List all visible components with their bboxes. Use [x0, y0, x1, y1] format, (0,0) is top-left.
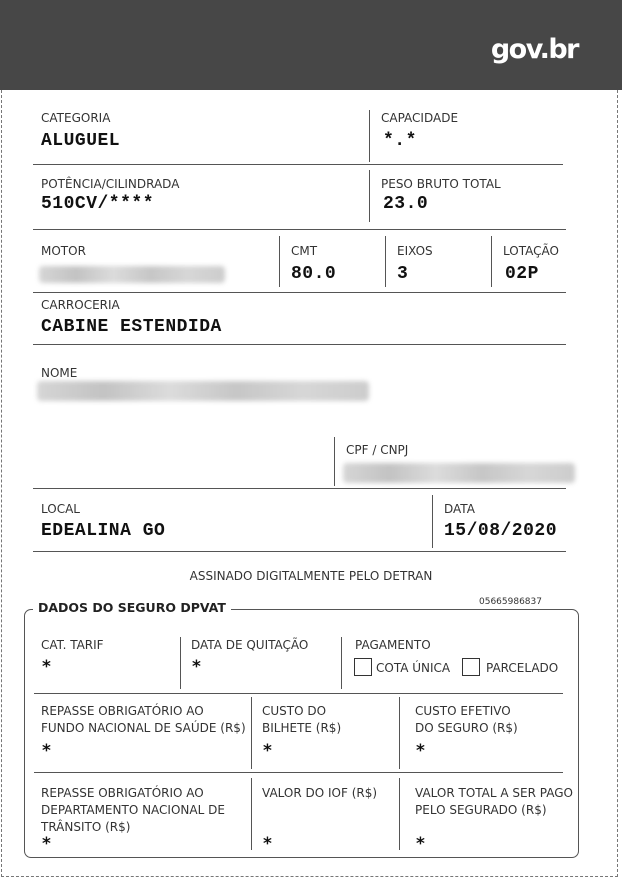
cpf-label: CPF / CNPJ: [346, 443, 409, 457]
cut-line-right: [617, 90, 618, 877]
divider: [279, 236, 280, 287]
divider: [251, 778, 252, 850]
cota-unica-label: COTA ÚNICA: [376, 661, 451, 675]
data-label: DATA: [444, 502, 475, 516]
row-divider: [34, 772, 563, 773]
repasse-fns-value: *: [42, 741, 51, 761]
cut-line-bottom: [1, 876, 618, 877]
divider: [491, 236, 492, 287]
row-divider: [33, 551, 566, 552]
repasse-dnt-label-1: REPASSE OBRIGATÓRIO AO: [41, 786, 204, 800]
divider: [251, 697, 252, 769]
divider: [369, 170, 370, 222]
nome-label: NOME: [41, 366, 78, 380]
carroceria-label: CARROCERIA: [41, 298, 120, 312]
divider: [399, 697, 400, 769]
divider: [399, 778, 400, 850]
divider: [432, 495, 433, 548]
repasse-fns-label-1: REPASSE OBRIGATÓRIO AO: [41, 704, 204, 718]
custo-efetivo-label-1: CUSTO EFETIVO: [415, 704, 511, 718]
valor-iof-label: VALOR DO IOF (R$): [262, 786, 378, 800]
local-value: EDEALINA GO: [41, 521, 166, 541]
eixos-label: EIXOS: [397, 244, 433, 258]
row-divider: [33, 344, 566, 345]
eixos-value: 3: [397, 264, 409, 284]
repasse-dnt-label-2: DEPARTAMENTO NACIONAL DE: [41, 803, 225, 817]
divider: [369, 110, 370, 162]
divider: [341, 637, 342, 689]
signature-text: ASSINADO DIGITALMENTE PELO DETRAN: [189, 569, 433, 583]
cota-unica-checkbox[interactable]: [354, 658, 372, 676]
peso-label: PESO BRUTO TOTAL: [381, 177, 501, 191]
document-code: 05665986837: [479, 597, 542, 607]
valor-total-value: *: [416, 834, 425, 854]
divider: [334, 437, 335, 486]
valor-total-label-1: VALOR TOTAL A SER PAGO: [415, 786, 573, 800]
parcelado-label: PARCELADO: [486, 661, 559, 675]
cmt-label: CMT: [291, 244, 318, 258]
motor-value-redacted: [39, 266, 225, 283]
carroceria-value: CABINE ESTENDIDA: [41, 317, 222, 337]
categoria-value: ALUGUEL: [41, 131, 121, 151]
row-divider: [33, 488, 566, 489]
valor-total-label-2: PELO SEGURADO (R$): [415, 803, 547, 817]
custo-bilhete-value: *: [263, 741, 272, 761]
cat-tarif-value: *: [42, 657, 51, 677]
divider: [180, 637, 181, 689]
dpvat-title: DADOS DO SEGURO DPVAT: [33, 600, 231, 615]
repasse-dnt-label-3: TRÂNSITO (R$): [41, 820, 131, 834]
repasse-dnt-value: *: [42, 834, 51, 854]
peso-value: 23.0: [383, 194, 429, 214]
capacidade-value: *.*: [383, 131, 417, 151]
row-divider: [33, 164, 563, 165]
cmt-value: 80.0: [291, 264, 337, 284]
gov-br-logo: gov.br: [490, 34, 578, 65]
pagamento-label: PAGAMENTO: [355, 638, 431, 652]
row-divider: [34, 693, 563, 694]
data-value: 15/08/2020: [444, 521, 558, 541]
custo-bilhete-label-2: BILHETE (R$): [262, 721, 342, 735]
custo-efetivo-label-2: DO SEGURO (R$): [415, 721, 518, 735]
divider: [385, 236, 386, 287]
cut-line-left: [1, 90, 2, 877]
local-label: LOCAL: [41, 502, 80, 516]
nome-value-redacted: [37, 381, 369, 401]
lotacao-label: LOTAÇÃO: [503, 244, 559, 258]
header-bar: [0, 0, 622, 90]
row-divider: [33, 292, 566, 293]
potencia-label: POTÊNCIA/CILINDRADA: [41, 177, 180, 191]
categoria-label: CATEGORIA: [41, 111, 111, 125]
custo-bilhete-label-1: CUSTO DO: [262, 704, 327, 718]
cat-tarif-label: CAT. TARIF: [41, 638, 104, 652]
data-quitacao-label: DATA DE QUITAÇÃO: [191, 638, 309, 652]
cpf-value-redacted: [343, 463, 575, 483]
motor-label: MOTOR: [41, 244, 86, 258]
lotacao-value: 02P: [505, 264, 539, 284]
custo-efetivo-value: *: [416, 741, 425, 761]
row-divider: [33, 229, 566, 230]
capacidade-label: CAPACIDADE: [381, 111, 459, 125]
parcelado-checkbox[interactable]: [462, 658, 480, 676]
potencia-value: 510CV/****: [41, 194, 155, 214]
repasse-fns-label-2: FUNDO NACIONAL DE SAÚDE (R$): [41, 721, 246, 735]
valor-iof-value: *: [263, 834, 272, 854]
data-quitacao-value: *: [192, 657, 201, 677]
